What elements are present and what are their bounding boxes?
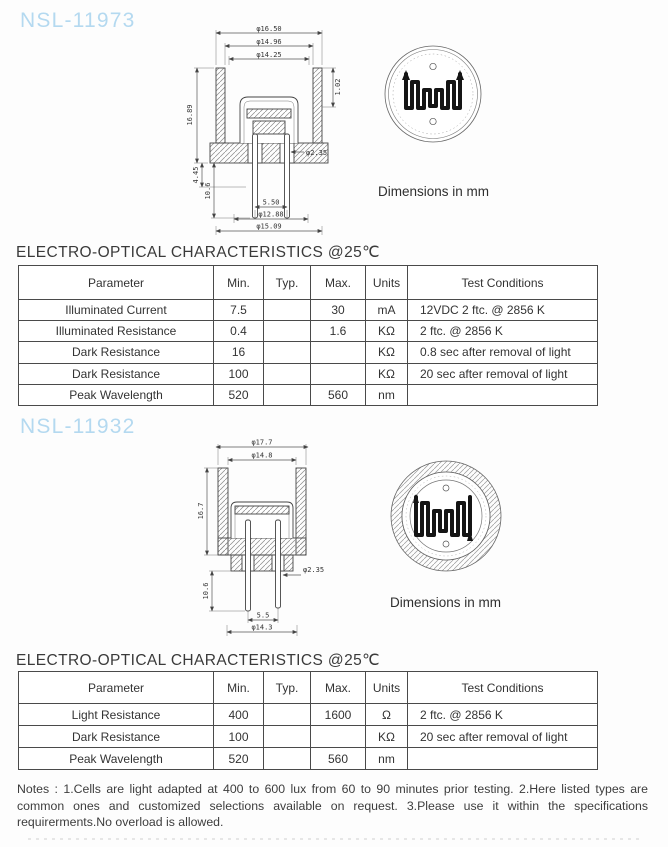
table-cell: Peak Wavelength — [19, 748, 214, 770]
dim-label-top-dia-outer: φ17.7 — [251, 438, 273, 447]
dim-label-lead-len: 10.6 — [204, 182, 212, 200]
model-title-nsl-11932: NSL-11932 — [20, 415, 136, 438]
table-cell: Dark Resistance — [19, 726, 214, 748]
table-cell: 2 ftc. @ 2856 K — [408, 704, 598, 726]
table-cell — [264, 363, 311, 384]
table-cell — [264, 321, 311, 342]
table-cell — [408, 748, 598, 770]
table-row — [19, 704, 598, 726]
table-row — [19, 726, 598, 748]
dim-label-top-dia-mid: φ14.96 — [256, 37, 282, 46]
table-row — [19, 342, 598, 363]
table-row — [19, 384, 598, 405]
table-cell — [311, 726, 366, 748]
dim-label-lead-spacing: 5.50 — [262, 198, 280, 207]
table-cell — [264, 342, 311, 363]
table-cell: 560 — [311, 748, 366, 770]
table-cell: 20 sec after removal of light — [408, 363, 598, 384]
table-cell: 20 sec after removal of light — [408, 726, 598, 748]
table-cell: 520 — [214, 748, 264, 770]
col-header: Test Conditions — [408, 266, 598, 300]
dim-label-top-dia-inner: φ14.8 — [251, 451, 273, 460]
table-cell: 16 — [214, 342, 264, 363]
housing-cross-section — [218, 468, 306, 611]
col-header: Units — [366, 266, 408, 300]
table-row — [19, 748, 598, 770]
model-title-nsl-11973: NSL-11973 — [20, 9, 136, 32]
table-cell: Peak Wavelength — [19, 384, 214, 405]
table-cell: nm — [366, 384, 408, 405]
table-cell: 0.8 sec after removal of light — [408, 342, 598, 363]
table-cell: Dark Resistance — [19, 363, 214, 384]
table-cell: 560 — [311, 384, 366, 405]
dim-label-lead-dia: φ2.35 — [303, 566, 325, 574]
top-view-drawing-nsl-11973 — [383, 44, 483, 144]
col-header: Max. — [311, 672, 366, 704]
table-cell: 7.5 — [214, 300, 264, 321]
dims-note-2: Dimensions in mm — [390, 595, 502, 610]
dim-label-base-dia: φ15.09 — [256, 222, 282, 231]
table-cell — [311, 342, 366, 363]
table-cell — [264, 704, 311, 726]
table-cell — [311, 363, 366, 384]
scan-noise-strip — [28, 838, 640, 840]
table-cell: KΩ — [366, 363, 408, 384]
table-cell — [408, 384, 598, 405]
dim-label-top-dia-inner: φ14.25 — [256, 50, 282, 59]
dim-label-base-dia: φ14.3 — [251, 623, 273, 632]
table-cell: Ω — [366, 704, 408, 726]
table-row — [19, 321, 598, 342]
dim-label-shoulder-len: 4.45 — [192, 166, 200, 184]
col-header: Max. — [311, 266, 366, 300]
col-header: Min. — [214, 266, 264, 300]
side-view-drawing-nsl-11973 — [170, 17, 355, 235]
footnotes: Notes : 1.Cells are light adapted at 400 to 600 lux from 60 to 90 minutes prior testing. 2.Here listed types are common ones and customized selections available on request. 3.Please use it within the specifications requirerments.No overload is allowed. — [17, 782, 648, 829]
dim-label-body-height: 16.89 — [186, 104, 194, 126]
table-cell: Dark Resistance — [19, 342, 214, 363]
dim-label-rim-depth: 1.02 — [334, 78, 342, 96]
mounting-hole — [443, 485, 449, 491]
table-cell: 100 — [214, 363, 264, 384]
table-cell: 520 — [214, 384, 264, 405]
mounting-hole — [430, 63, 436, 69]
side-view-drawing-nsl-11932 — [195, 430, 355, 655]
table-cell: 0.4 — [214, 321, 264, 342]
table-cell: 1600 — [311, 704, 366, 726]
dims-note-1: Dimensions in mm — [378, 184, 490, 199]
table-cell: mA — [366, 300, 408, 321]
housing-cross-section — [210, 68, 328, 218]
table-cell — [264, 748, 311, 770]
col-header: Parameter — [19, 672, 214, 704]
table-cell: 1.6 — [311, 321, 366, 342]
spec-table-nsl-11973 — [18, 265, 598, 406]
table-cell: 12VDC 2 ftc. @ 2856 K — [408, 300, 598, 321]
table-cell: KΩ — [366, 321, 408, 342]
table-cell: nm — [366, 748, 408, 770]
section1-heading: ELECTRO-OPTICAL CHARACTERISTICS @25℃ — [16, 244, 380, 261]
col-header: Typ. — [264, 266, 311, 300]
table-cell: 2 ftc. @ 2856 K — [408, 321, 598, 342]
table-cell: KΩ — [366, 726, 408, 748]
section2-heading: ELECTRO-OPTICAL CHARACTERISTICS @25℃ — [16, 652, 380, 669]
col-header: Parameter — [19, 266, 214, 300]
table-header-row — [19, 672, 598, 704]
dim-label-lead-dia: φ2.35 — [306, 149, 328, 157]
col-header: Min. — [214, 672, 264, 704]
table-cell: Light Resistance — [19, 704, 214, 726]
mounting-hole — [430, 118, 436, 124]
top-view-drawing-nsl-11932 — [389, 459, 503, 573]
spec-table-nsl-11932 — [18, 671, 598, 770]
table-cell: 400 — [214, 704, 264, 726]
table-cell: 30 — [311, 300, 366, 321]
table-cell — [264, 300, 311, 321]
table-cell — [264, 384, 311, 405]
table-cell: Illuminated Resistance — [19, 321, 214, 342]
col-header: Typ. — [264, 672, 311, 704]
table-cell — [264, 726, 311, 748]
table-header-row — [19, 266, 598, 300]
col-header: Test Conditions — [408, 672, 598, 704]
table-cell: Illuminated Current — [19, 300, 214, 321]
dim-label-lead-spacing: 5.5 — [256, 611, 270, 620]
table-row — [19, 300, 598, 321]
table-cell: 100 — [214, 726, 264, 748]
dim-label-lead-len: 10.6 — [202, 582, 210, 600]
dim-label-body-height: 16.7 — [197, 502, 205, 520]
table-row — [19, 363, 598, 384]
mounting-hole — [443, 541, 449, 547]
col-header: Units — [366, 672, 408, 704]
dim-label-top-dia-outer: φ16.50 — [256, 24, 282, 33]
dim-label-pin-circle-dia: φ12.88 — [258, 210, 284, 219]
table-cell: KΩ — [366, 342, 408, 363]
